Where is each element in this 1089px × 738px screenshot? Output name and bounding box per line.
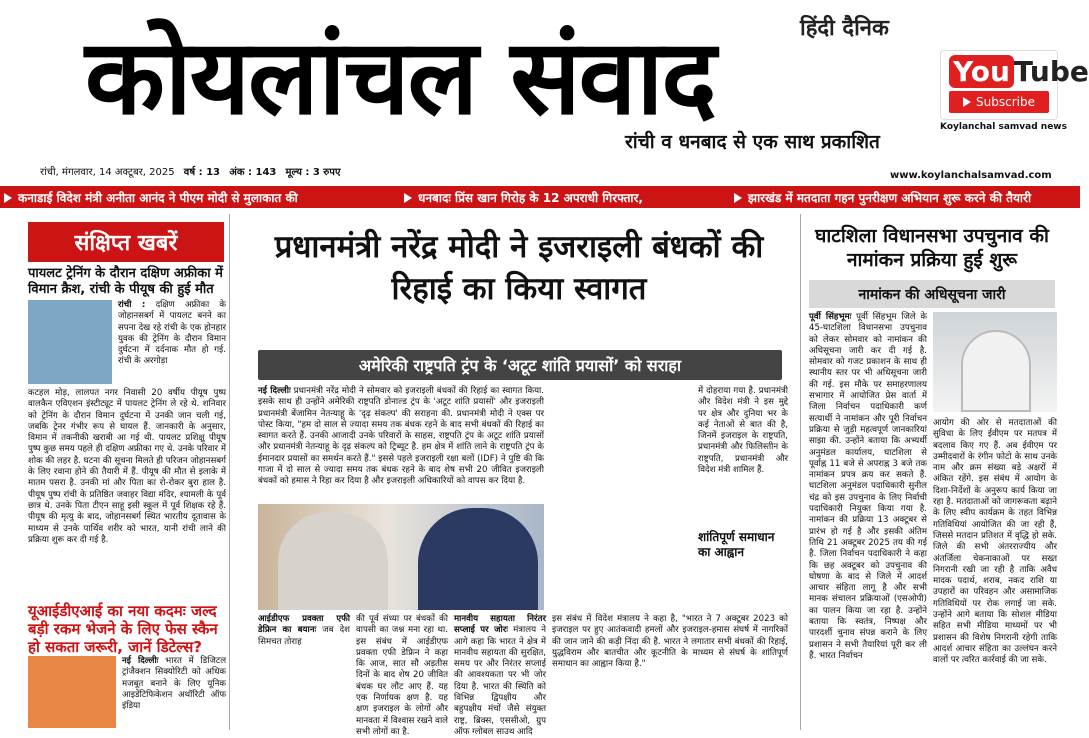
shanti-text: इस संबंध में विदेश मंत्रालय ने कहा है, "भारत ने 7 अक्टूबर 2023 को इजराइल पर हुए आतंकवादी हमलों और इजराइल-हमास संघर्ष में नागरिकों की जान जाने की कड़ी निंदा की है. भारत ने लगातार सभी बंधकों की रिहाई, युद्धविराम और बातचीत और कूटनीति के माध्यम से संघर्ष के शांतिपूर्ण समाधान का आह्वान किया है." [552, 614, 788, 670]
aid-column: मानवीय सहायता निरंतर सप्लाई पर जोरः मंत्रालय ने आगे कहा कि भारत ने क्षेत्र में मानवीय सहायता की सुरक्षित, समय पर और निरंतर सप्लाई की आवश्यकता पर भी जोर दिया है. भारत की स्थिति को विभिन्न द्विपक्षीय और बहुपक्षीय मंचों जैसे संयुक्त राष्ट्र, ब्रिक्स, एससीओ, ग्रुप ऑफ ग्लोबल साउथ आदि [454, 614, 547, 737]
right-headline[interactable]: घाटशिला विधानसभा उपचुनाव की नामांकन प्रक्रिया हुई शुरू [815, 225, 1049, 271]
main-story [244, 214, 792, 737]
newspaper-title: कोयलांचल संवाद [85, 16, 715, 138]
main-col1-bottom: आईडीएफ प्रवक्ता एफी डेफ्रिन का बयानः जब देश सिमचत तोराह [258, 614, 350, 647]
daily-label: हिंदी दैनिक [800, 16, 889, 41]
tagline: रांची व धनबाद से एक साथ प्रकाशित [625, 131, 880, 153]
brief-section-title: संक्षिप्त खबरें [28, 222, 224, 262]
modi-figure [278, 512, 388, 610]
brief-news-column [24, 214, 230, 730]
ticker-item[interactable]: धनबादः प्रिंस खान गिरोह के 12 अपराधी गिरफ्तार, [400, 189, 730, 206]
main-subhead: अमेरिकी राष्ट्रपति ट्रंप के ‘अटूट शांति प्रयासों’ को सराहा [258, 350, 782, 380]
shanti-subhead: शांतिपूर्ण समाधान का आह्वान [698, 530, 775, 559]
right-column [800, 214, 1060, 730]
story1-intro: रांची : दक्षिण अफ्रीका के जोहानसबर्ग में पायलट बनने का सपना देख रहे रांची के एक होनहार युवक की ट्रेनिंग के दौरान विमान दुर्घटना में दर्दनाक मौत हो गई. रांची के अरगोड़ा [118, 300, 226, 367]
story1-body: कटहल मोड़, लालपत नगर निवासी 20 वर्षीय पीयूष पुष्प वालकैन एविएशन इंस्टीट्यूट में पायलट ट्रेनिंग ले रहे थे. शनिवार को ट्रेनिंग के दौरान विमान दुर्घटना में उनकी जान चली गई, जबकि ट्रेनर गंभीर रूप से घायल हैं. जानकारी के अनुसार, विमान में तकनीकी खराबी आ गई थी. पायलट प्रशिक्षु पीयूष पुष्प कुछ समय पहले ही दक्षिण अफ्रीका गए थे. उनके परिवार में शोक की लहर है. घटना की सूचना मिलते ही परिजन जोहानसबर्ग के लिए रवाना होने की तैयारी में हैं. पीयूष की मौत से इलाके में मातम पसरा है. उनकी मां और पिता का रो-रोकर बुरा हाल है. पीयूष पुष्प रांची के प्रतिष्ठित जवाहर विद्या मंदिर, श्यामली के पूर्व छात्र थे. उनके पिता टीएन साहू इसी स्कूल में पूर्व शिक्षक रहे हैं. पीयूष की मृत्यु के बाद, जोहानसबर्ग स्थित भारतीय दूतावास के माध्यम से उनके पार्थिव शरीर को भारत, यानी रांची लाने की प्रक्रिया शुरू कर दी गई है. [28, 388, 226, 545]
play-icon [963, 97, 971, 107]
issue-info: रांची, मंगलवार, 14 अक्टूबर, 2025 वर्ष : 13 अंक : 143 मूल्य : 3 रुपए [40, 167, 341, 178]
trump-figure [418, 508, 538, 610]
youtube-logo: You Tube [949, 55, 1089, 88]
right-col1: पूर्वी सिंहभूमः पूर्वी सिंहभूम जिले के 45-घाटशिला विधानसभा उपचुनाव को लेकर सोमवार को नामांकन की अधिसूचना जारी कर दी गई है. सोमवार को गजट प्रकाशन के साथ ही स्थानीय स्तर पर भी अधिसूचना जारी की गई. इस मौके पर समाहरणालय सभागार में आयोजित प्रेस वार्ता में जिला निर्वाचन पदाधिकारी कर्ण सत्यार्थी ने नामांकन और पूरी निर्वाचन प्रक्रिया से जुड़ी महत्वपूर्ण जानकारियां साझा की. उन्होंने बताया कि अभ्यर्थी अनुमंडल कार्यालय, घाटशिला से पूर्वाह्न 11 बजे से अपराह्न 3 बजे तक नामांकन प्रपत्र क्रय कर सकते हैं. घाटशिला अनुमंडल पदाधिकारी सुनील चंद्र को इस उपचुनाव के लिए निर्वाची पदाधिकारी नियुक्त किया गया है. नामांकन की प्रक्रिया 13 अक्टूबर से प्रारंभ हो गई है और इसकी अंतिम तिथि 21 अक्टूबर 2025 तय की गई है. जिला निर्वाचन पदाधिकारी ने कहा कि छह अक्टूबर को उपचुनाव की घोषणा के बाद से जिले में आदर्श आचार संहिता लागू है और सभी मानक संचालन प्रक्रियाओं (एसओपी) का पालन किया जा रहा है. उन्होंने बताया कि स्वतंत्र, निष्पक्ष और पारदर्शी चुनाव संपन्न कराने के लिए प्रशासन ने सभी तैयारियां पूरी कर ली हैं. भारत निर्वाचन [809, 312, 927, 661]
photo-col-text: की पूर्व संध्या पर बंधकों की वापसी का जश्न मना रहा था. इस संबंध में आईडीएफ प्रवक्ता एफी डेफ्रिन ने कहा कि आज, सात सौ अड़तीस दिनों के बाद शेष 20 जीवित बंधक घर लौट आए हैं. यह एक निर्णायक क्षण है. यह क्षण इजराइल के लोगों और मानवता में विश्वास रखने वाले सभी लोगों का है. [356, 614, 448, 737]
main-col1: नई दिल्लीः प्रधानमंत्री नरेंद्र मोदी ने सोमवार को इजराइली बंधकों की रिहाई का स्वागत किया. इसके साथ ही उन्होंने अमेरिकी राष्ट्रपति डोनाल्ड ट्रंप के 'अटूट शांति प्रयासों' और इजराइली प्रधानमंत्री बेंजामिन नेतन्याहू के 'दृढ़ संकल्प' की सराहना की. प्रधानमंत्री मोदी ने एक्स पर पोस्ट किया, "हम दो साल से ज्यादा समय तक बंधक रहने के बाद सभी बंधकों की रिहाई का स्वागत करते हैं. उनकी आजादी उनके परिवारों के साहस, राष्ट्रपति ट्रंप के अटूट शांति प्रयासों और प्रधानमंत्री नेतन्याहू के दृढ़ संकल्प को ट्रिब्यूट है. हम क्षेत्र में शांति लाने के राष्ट्रपति ट्रंप के ईमानदार प्रयासों का समर्थन करते हैं." इससे पहले इजराइली रक्षा बलों (IDF) ने पुष्टि की कि गाजा में दो साल से ज्यादा समय तक बंधक रहने के बाद शेष सभी 20 जीवित इजराइली बंधकों को हमास ने रिहा कर दिया है और इजराइली अधिकारियों को वापस कर दिया है. [258, 386, 545, 487]
official-photo [933, 312, 1057, 412]
main-headline[interactable]: प्रधानमंत्री नरेंद्र मोदी ने इजराइली बंधकों की रिहाई का किया स्वागत [274, 229, 764, 307]
ticker-item[interactable]: झारखंड में मतदाता गहन पुनरीक्षण अभियान शुरू करने की तैयारी [730, 189, 1049, 206]
phone-photo [28, 656, 116, 728]
subscribe-button[interactable]: Subscribe [949, 91, 1049, 113]
website-link[interactable]: www.koylanchalsamvad.com [890, 170, 1052, 181]
news-ticker [0, 186, 1080, 208]
right-col2: आयोग की ओर से मतदाताओं की सुविधा के लिए ईवीएम पर मतपत्र में बदलाव किए गए हैं. अब ईवीएम पर उम्मीदवारों के रंगीन फोटो के साथ उनके नाम और क्रम संख्या बड़े अक्षरों में अंकित रहेंगे. इस संबंध में आयोग के दिशा-निर्देशों के अनुरूप कार्य किया जा रहा है. मतदाताओं को जागरूकता बढ़ाने के लिए स्वीप कार्यक्रम के तहत विभिन्न गतिविधियां आयोजित की जा रही हैं, जिससे मतदान प्रतिशत में वृद्धि हो सके. जिले की सभी अंतरराज्यीय और अंतर्जिला चेकनाकाओं पर सख्त निगरानी रखी जा रही है ताकि अवैध मादक पदार्थ, शराब, नकद राशि या उपहारों का परिवहन और असामाजिक गतिविधियों पर रोक लगाई जा सके. उन्होंने आगे बताया कि सोशल मीडिया सहित सभी मीडिया माध्यमों पर भी प्रशासन की विशेष निगरानी रहेगी ताकि आदर्श आचार संहिता का उल्लंघन करने वालों पर त्वरित कार्रवाई की जा सके. [933, 418, 1057, 666]
youtube-badge[interactable] [940, 50, 1089, 120]
modi-trump-photo [258, 504, 544, 610]
story2-headline[interactable]: यूआईडीएआई का नया कदमः जल्द बड़ी रकम भेजने के लिए फेस स्कैन हो सकता जरूरी, जानें डिटेल्स? [28, 602, 218, 656]
pilot-photo [28, 300, 112, 384]
story2-intro: नई दिल्लीः भारत में डिजिटल ट्रांजैक्शन सिक्योरिटी को अधिक मजबूत बनाने के लिए यूनिक आइडेंटिफिकेशन अथॉरिटी ऑफ इंडिया [122, 656, 227, 712]
ticker-item[interactable]: कनाडाई विदेश मंत्री अनीता आनंद ने पीएम मोदी से मुलाकात की [0, 189, 400, 206]
masthead [0, 0, 1089, 190]
main-col2-top: में दोहराया गया है. प्रधानमंत्री और विदेश मंत्री ने इस मुद्दे पर क्षेत्र और दुनिया भर के कई नेताओं से बात की है, जिनमें इजराइल के राष्ट्रपति, प्रधानमंत्री और फिलिस्तीन के राष्ट्रपति, प्रधानमंत्री और विदेश मंत्री शामिल हैं. [698, 386, 788, 476]
story1-headline[interactable]: पायलट ट्रेनिंग के दौरान दक्षिण अफ्रीका में विमान क्रैश, रांची के पीयूष की हुई मौत [28, 266, 223, 297]
right-subhead: नामांकन की अधिसूचना जारी [809, 280, 1055, 308]
channel-name: Koylanchal samvad news [940, 122, 1067, 132]
